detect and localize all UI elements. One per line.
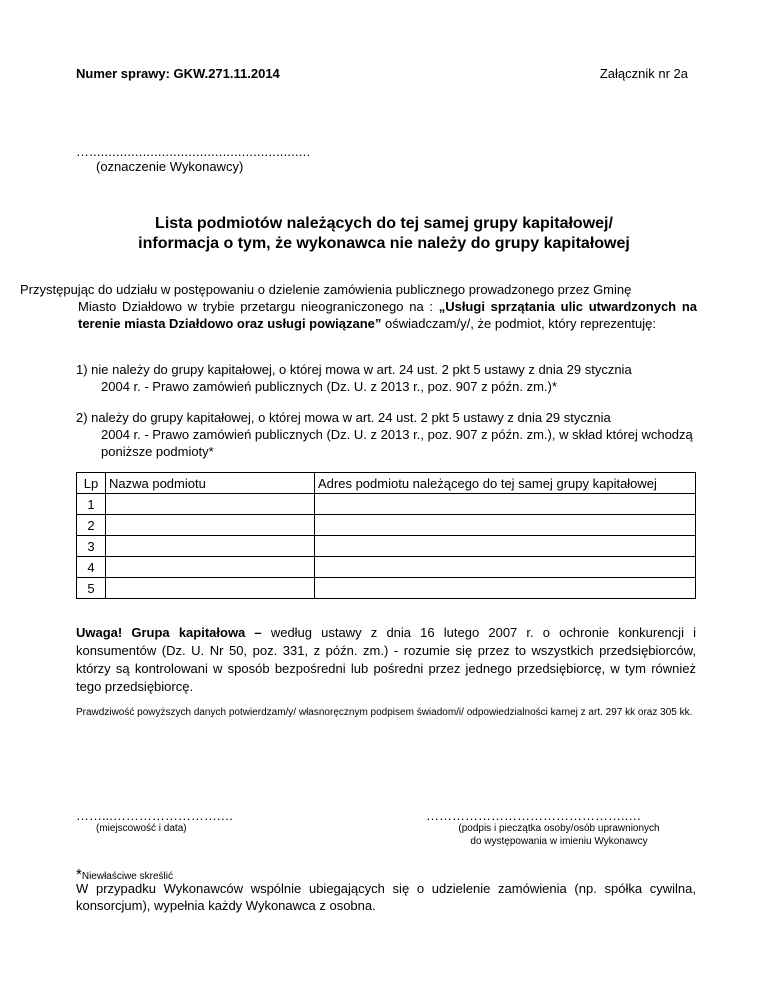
option-2-cont: 2004 r. - Prawo zamówień publicznych (Dz. U. z 2013 r., poz. 907 z późn. zm.), w skład której wchodzą poniższe podmioty* [101,427,693,459]
row-number: 5 [77,578,106,599]
signature-dots: ………………………………………..… [426,808,642,823]
footnote-text: Niewłaściwe skreślić [81,871,173,882]
intro-part-2: oświadczam/y/, że podmiot, który reprezentuję: [381,316,656,331]
place-date-label: (miejscowość i data) [96,823,187,834]
confirmation-text: Prawdziwość powyższych danych potwierdzam/y/ własnoręcznym podpisem świadom/i/ odpowiedzialności karnej z art. 297 kk oraz 305 kk. [76,707,693,718]
intro-bold: „Usługi sprzątania ulic utwardzonych na terenie miasta Działdowo oraz usługi powiązane” [78,299,698,331]
row-number: 2 [77,515,106,536]
contractor-dots: ….......................................................... [76,144,311,159]
option-1 [76,361,697,395]
address-cell[interactable] [315,536,696,557]
signature-label [424,822,694,848]
place-date-dots: ……...…………………….… [76,808,234,823]
row-number: 1 [77,494,106,515]
header-address: Adres podmiotu należącego do tej samej grupy kapitałowej [315,473,696,494]
case-number: Numer sprawy: GKW.271.11.2014 [76,66,280,81]
table-row [77,536,696,557]
header-name: Nazwa podmiotu [106,473,315,494]
intro-rest [20,298,697,332]
option-2 [76,409,697,460]
intro-first-line: Przystępując do udziału w postępowaniu o dzielenie zamówienia publicznego prowadzonego przez Gminę [20,282,632,297]
table-row [77,515,696,536]
signature-label-line-1: (podpis i pieczątka osoby/osób uprawnionych [458,823,660,834]
document-title [0,214,768,254]
table-row [77,494,696,515]
address-cell[interactable] [315,494,696,515]
name-cell[interactable] [106,536,315,557]
intro-part-1: Miasto Działdowo w trybie przetargu nieograniczonego na : [78,299,439,314]
option-1-line: 1) nie należy do grupy kapitałowej, o której mowa w art. 24 ust. 2 pkt 5 ustawy z dnia 29 stycznia [76,362,632,377]
name-cell[interactable] [106,515,315,536]
row-number: 4 [77,557,106,578]
warning-paragraph [76,624,696,696]
intro-paragraph [20,281,697,332]
name-cell[interactable] [106,557,315,578]
address-cell[interactable] [315,578,696,599]
header-lp: Lp [77,473,106,494]
title-line-2: informacja o tym, że wykonawca nie należy do grupy kapitałowej [138,235,630,252]
option-1-cont: 2004 r. - Prawo zamówień publicznych (Dz. U. z 2013 r., poz. 907 z późn. zm.)* [101,379,557,394]
title-line-1: Lista podmiotów należących do tej samej grupy kapitałowej/ [155,215,613,232]
attachment-label: Załącznik nr 2a [599,66,688,81]
warning-text: według ustawy z dnia 16 lutego 2007 r. o ochronie konkurencji i konsumentów (Dz. U. Nr 50, poz. 331, z późn. zm.) - rozumie się przez to wszystkich przedsiębiorców, którzy są kontrolowani w sposób bezpośredni lub pośredni przez jednego przedsiębiorcę, w tym również tego przedsiębiorcę. [76,625,696,694]
table-row [77,578,696,599]
table-header-row [77,473,696,494]
signature-label-line-2: do występowania w imieniu Wykonawcy [470,836,648,847]
row-number: 3 [77,536,106,557]
address-cell[interactable] [315,557,696,578]
table-row [77,557,696,578]
address-cell[interactable] [315,515,696,536]
option-2-line: 2) należy do grupy kapitałowej, o której mowa w art. 24 ust. 2 pkt 5 ustawy z dnia 29 stycznia [76,410,611,425]
contractor-label: (oznaczenie Wykonawcy) [96,159,244,174]
entities-table [76,472,696,599]
final-note: W przypadku Wykonawców wspólnie ubiegających się o udzielenie zamówienia (np. spółka cywilna, konsorcjum), wypełnia każdy Wykonawca z osobna. [76,881,696,913]
footnote-star: * [76,866,82,883]
name-cell[interactable] [106,578,315,599]
name-cell[interactable] [106,494,315,515]
warning-bold: Uwaga! Grupa kapitałowa – [76,625,262,640]
